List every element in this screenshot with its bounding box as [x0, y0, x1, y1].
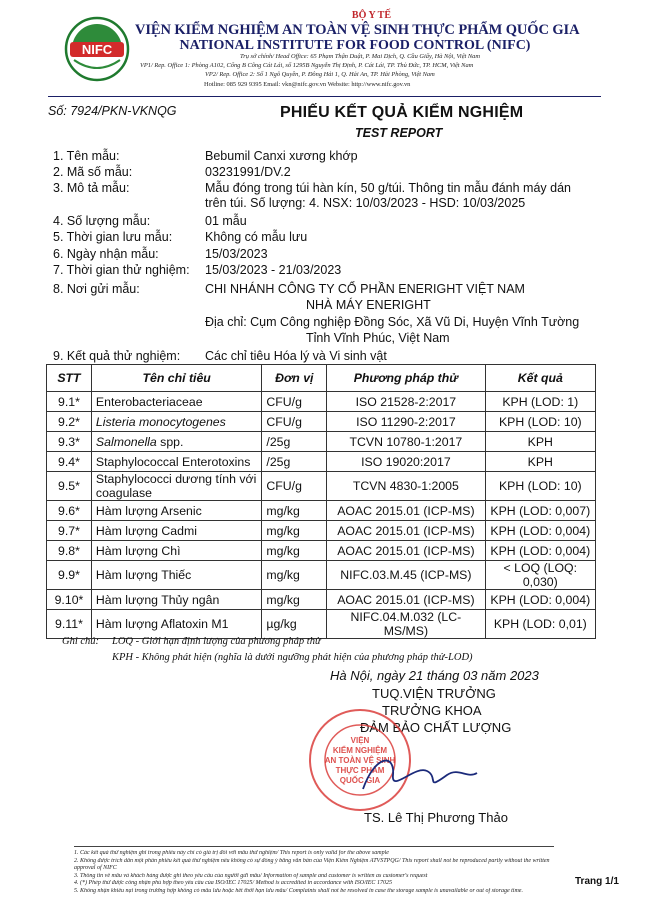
note-kph: KPH - Không phát hiện (nghĩa là dưới ngưỡng phát hiện của phương pháp thử-LOD) [112, 652, 473, 663]
row-unit: mg/kg [262, 501, 327, 521]
row-stt: 9.8* [47, 541, 92, 561]
report-number: Số: 7924/PKN-VKNQG [48, 104, 177, 118]
field-value-results: Các chỉ tiêu Hóa lý và Vi sinh vật [205, 349, 387, 363]
row-parameter-name: Staphylococci dương tính với coagulase [95, 472, 257, 500]
row-unit: /25g [262, 432, 327, 452]
field-value-retention: Không có mẫu lưu [205, 230, 308, 244]
header-divider [48, 96, 601, 97]
row-unit: mg/kg [262, 590, 327, 610]
footer-note-5: 5. Không nhận khiếu nại trong trường hợp không có mẫu lưu hoặc hết thời hạn lưu mẫu/ Complaints shall not be resolved in case the storage sample is unavailable or out of storage time. [74, 887, 523, 894]
row-parameter-name: Hàm lượng Thiếc [95, 568, 192, 582]
row-parameter [91, 561, 261, 590]
row-unit: CFU/g [262, 412, 327, 432]
ministry-name: BỘ Y TẾ [351, 10, 391, 21]
address-rep-office-2: VP2/ Rep. Office 2: Số 1 Ngô Quyền, P. Đông Hải 1, Q. Hải An, TP. Hải Phòng, Việt Nam [205, 71, 435, 78]
field-value-sample-name: Bebumil Canxi xương khớp [205, 149, 358, 163]
field-label-retention: 5. Thời gian lưu mẫu: [53, 230, 173, 244]
table-row [47, 561, 596, 590]
row-parameter [91, 590, 261, 610]
row-parameter [91, 452, 261, 472]
table-row [47, 501, 596, 521]
field-label-sample-name: 1. Tên mẫu: [53, 149, 120, 163]
institute-header [135, 10, 580, 54]
col-header-stt: STT [47, 365, 92, 392]
field-value-sender-province: Tỉnh Vĩnh Phúc, Việt Nam [306, 331, 450, 345]
field-value-sample-code: 03231991/DV.2 [205, 165, 291, 179]
row-method: TCVN 4830-1:2005 [327, 472, 485, 501]
signature-role-3: ĐẢM BẢO CHẤT LƯỢNG [360, 720, 512, 735]
field-label-received-date: 6. Ngày nhận mẫu: [53, 247, 159, 261]
field-label-description: 3. Mô tả mẫu: [53, 181, 130, 195]
row-result: KPH (LOD: 0,01) [485, 610, 595, 639]
row-parameter [91, 521, 261, 541]
report-title: PHIẾU KẾT QUẢ KIỂM NGHIỆM [280, 104, 524, 121]
row-stt: 9.5* [47, 472, 92, 501]
table-row [47, 521, 596, 541]
field-value-sender-company: CHI NHÁNH CÔNG TY CỔ PHẦN ENERIGHT VIỆT NAM [205, 282, 525, 296]
row-method: NIFC.04.M.032 (LC-MS/MS) [327, 610, 485, 639]
stamp-line-4: THỰC PHẨM [335, 766, 385, 775]
table-row [47, 452, 596, 472]
row-unit: mg/kg [262, 561, 327, 590]
row-result: KPH (LOD: 0,004) [485, 541, 595, 561]
footer-notes [74, 850, 564, 896]
field-value-quantity: 01 mẫu [205, 214, 247, 228]
field-value-sender-factory: NHÀ MÁY ENERIGHT [306, 298, 431, 312]
signature-role-2: TRƯỞNG KHOA [382, 703, 482, 718]
institute-name-en: NATIONAL INSTITUTE FOR FOOD CONTROL (NIFC) [179, 38, 531, 53]
row-method: ISO 11290-2:2017 [327, 412, 485, 432]
field-label-results: 9. Kết quả thử nghiệm: [53, 349, 181, 363]
row-parameter [91, 472, 261, 501]
logo-text: NIFC [81, 42, 113, 57]
field-value-sender-address: Địa chỉ: Cụm Công nghiệp Đồng Sóc, Xã Vũ Di, Huyện Vĩnh Tường [205, 315, 580, 329]
notes-label: Ghi chú: [62, 636, 100, 647]
note-loq: LOQ - Giới hạn định lượng của phương pháp thử [112, 636, 321, 647]
contact-line: Hotline: 085 929 9395 Email: vkn@nifc.gov.vn Website: http://www.nifc.gov.vn [204, 81, 411, 88]
table-row [47, 472, 596, 501]
report-subtitle: TEST REPORT [355, 126, 443, 140]
row-stt: 9.1* [47, 392, 92, 412]
row-method: AOAC 2015.01 (ICP-MS) [327, 521, 485, 541]
nifc-logo [64, 16, 130, 82]
page-number: Trang 1/1 [575, 876, 619, 887]
row-parameter-name: Hàm lượng Thủy ngân [95, 592, 220, 607]
table-row [47, 541, 596, 561]
row-stt: 9.3* [47, 432, 92, 452]
row-stt: 9.7* [47, 521, 92, 541]
row-parameter [91, 412, 261, 432]
signature-date: Hà Nội, ngày 21 tháng 03 năm 2023 [330, 668, 539, 683]
row-parameter-name: Salmonella [95, 434, 157, 449]
row-parameter-name: Hàm lượng Arsenic [95, 503, 202, 518]
row-parameter [91, 501, 261, 521]
row-result: KPH (LOD: 0,007) [485, 501, 595, 521]
results-table [46, 364, 596, 639]
table-row [47, 392, 596, 412]
signatory-name: TS. Lê Thị Phương Thảo [364, 810, 508, 825]
row-result: KPH [485, 432, 595, 452]
row-result: KPH (LOD: 0,004) [485, 590, 595, 610]
footer-note-1: 1. Các kết quả thử nghiệm ghi trong phiếu này chỉ có giá trị đối với mẫu thử nghiệm/ This report is only valid for the above sample [74, 850, 389, 856]
table-row [47, 412, 596, 432]
col-header-parameter: Tên chỉ tiêu [91, 365, 261, 392]
row-parameter-name: Listeria monocytogenes [95, 414, 226, 429]
row-stt: 9.11* [47, 610, 92, 639]
row-unit: CFU/g [262, 472, 327, 501]
address-head-office: Trụ sở chính/ Head Office: 65 Phạm Thận Duật, P. Mai Dịch, Q. Cầu Giấy, Hà Nội, Việt Nam [240, 53, 480, 60]
row-unit: /25g [262, 452, 327, 472]
row-stt: 9.2* [47, 412, 92, 432]
row-method: AOAC 2015.01 (ICP-MS) [327, 501, 485, 521]
table-row [47, 610, 596, 639]
row-unit: CFU/g [262, 392, 327, 412]
row-result: KPH (LOD: 10) [485, 412, 595, 432]
row-method: TCVN 10780-1:2017 [327, 432, 485, 452]
row-method: NIFC.03.M.45 (ICP-MS) [327, 561, 485, 590]
footer-note-3: 3. Thông tin về mẫu và khách hàng được ghi theo yêu cầu của người gửi mẫu/ Information of sample and customer is written as customer's request [74, 872, 428, 879]
row-unit: mg/kg [262, 541, 327, 561]
row-unit: µg/kg [262, 610, 327, 639]
col-header-method: Phương pháp thử [327, 365, 485, 392]
row-parameter-name: Hàm lượng Chì [95, 543, 181, 558]
row-stt: 9.10* [47, 590, 92, 610]
row-method: ISO 19020:2017 [327, 452, 485, 472]
row-parameter-name: Staphylococcal Enterotoxins [95, 454, 251, 469]
footer-note-4: 4. (*) Phép thử được công nhận phù hợp theo yêu cầu của ISO/IEC 17025/ Method is accredited in accordance with ISO/IEC 17025 [74, 880, 392, 887]
stamp-line-3: AN TOÀN VỆ SINH [324, 756, 396, 765]
signature-role-1: TUQ.VIỆN TRƯỞNG [372, 686, 496, 701]
field-label-quantity: 4. Số lượng mẫu: [53, 214, 151, 228]
row-parameter-name: Hàm lượng Cadmi [95, 523, 197, 538]
row-parameter-suffix: spp. [156, 434, 184, 449]
field-label-sender: 8. Nơi gửi mẫu: [53, 282, 140, 296]
col-header-result: Kết quả [485, 365, 595, 392]
field-value-test-period: 15/03/2023 - 21/03/2023 [205, 263, 342, 277]
row-parameter-name: Enterobacteriaceae [95, 394, 203, 409]
footer-divider [74, 846, 554, 847]
row-parameter-name: Hàm lượng Aflatoxin M1 [95, 617, 229, 631]
row-parameter [91, 392, 261, 412]
field-label-test-period: 7. Thời gian thử nghiệm: [53, 263, 190, 277]
table-body [47, 392, 596, 639]
handwritten-signature [355, 745, 485, 805]
stamp-line-2: KIỂM NGHIỆM [332, 746, 388, 755]
row-parameter [91, 541, 261, 561]
row-parameter [91, 432, 261, 452]
table-header-row [47, 365, 596, 392]
address-rep-office-1: VP1/ Rep. Office 1: Phòng A102, Cổng B Công Cát Lái, số 1295B Nguyễn Thị Định, P. Cát Lái, TP. Thủ Đức, TP. HCM, Việt Nam [140, 62, 474, 69]
field-value-received-date: 15/03/2023 [205, 247, 268, 261]
institute-name-vn: VIỆN KIỂM NGHIỆM AN TOÀN VỆ SINH THỰC PHẨM QUỐC GIA [135, 22, 580, 38]
row-method: AOAC 2015.01 (ICP-MS) [327, 541, 485, 561]
footer-note-2: 2. Không được trích dẫn một phần phiếu kết quả thử nghiệm nếu không có sự đồng ý bằng văn bản của Viện Kiểm Nghiệm ATVSTPQG/ This report shall not be reproduced partly without the written approval of NIFC [74, 857, 550, 872]
field-label-sample-code: 2. Mã số mẫu: [53, 165, 133, 179]
row-stt: 9.4* [47, 452, 92, 472]
row-result: KPH (LOD: 10) [485, 472, 595, 501]
stamp-line-5: QUỐC GIA [339, 776, 381, 785]
row-stt: 9.9* [47, 561, 92, 590]
row-result: KPH [485, 452, 595, 472]
table-row [47, 432, 596, 452]
stamp-line-1: VIỆN [350, 736, 370, 745]
row-result: < LOQ (LOQ: 0,030) [485, 561, 595, 590]
row-parameter [91, 610, 261, 639]
table-row [47, 590, 596, 610]
row-result: KPH (LOD: 1) [485, 392, 595, 412]
row-result: KPH (LOD: 0,004) [485, 521, 595, 541]
row-unit: mg/kg [262, 521, 327, 541]
field-value-description: Mẫu đóng trong túi hàn kín, 50 g/túi. Thông tin mẫu đánh máy dán [205, 181, 571, 195]
row-stt: 9.6* [47, 501, 92, 521]
row-method: ISO 21528-2:2017 [327, 392, 485, 412]
field-value-description-cont: trên túi. Số lượng: 4. NSX: 10/03/2023 - HSD: 10/03/2025 [205, 196, 526, 210]
col-header-unit: Đơn vị [262, 365, 327, 392]
row-method: AOAC 2015.01 (ICP-MS) [327, 590, 485, 610]
